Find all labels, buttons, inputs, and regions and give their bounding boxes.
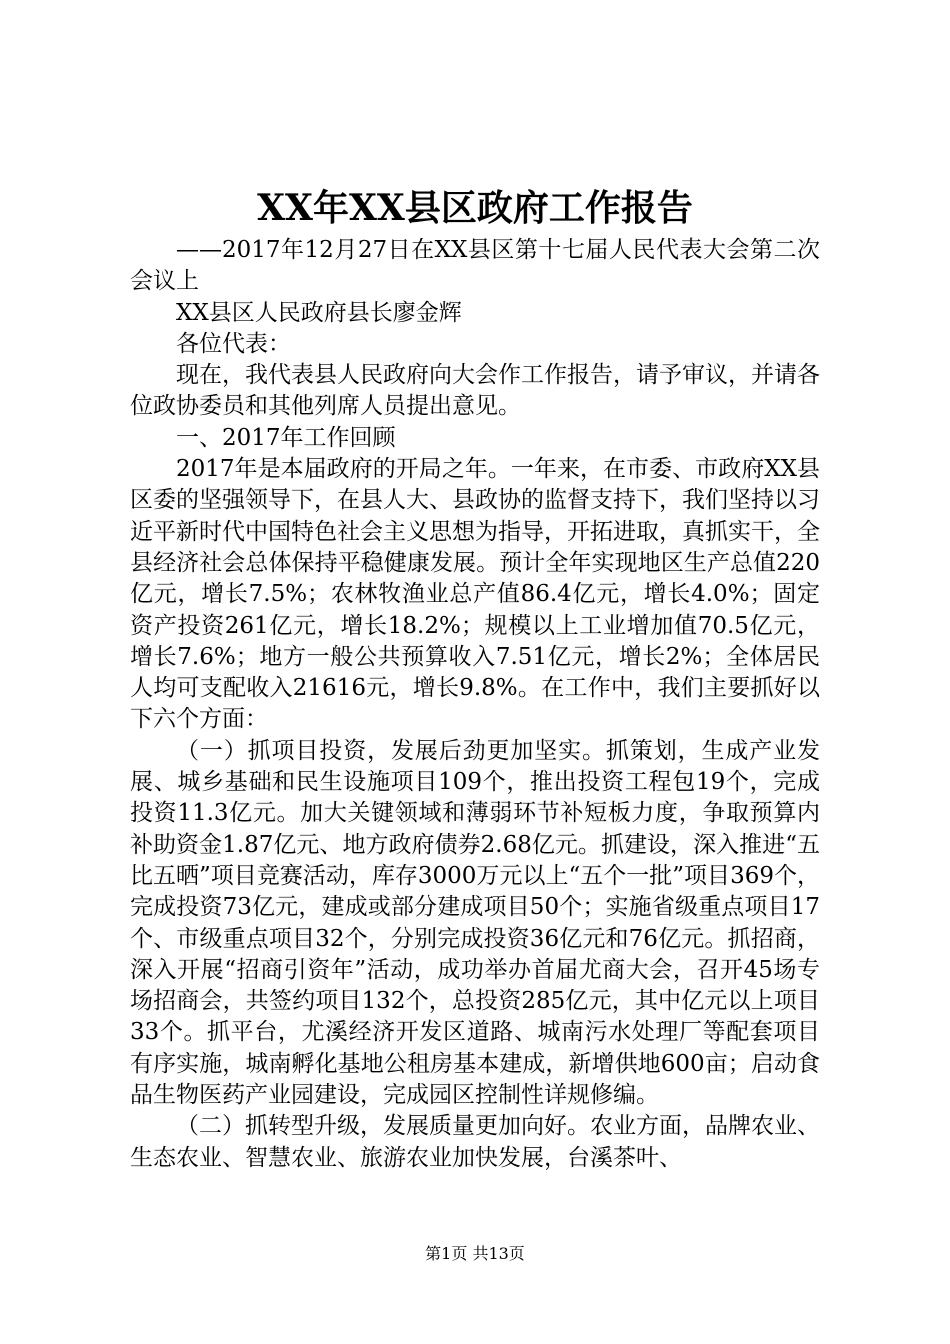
subtitle-paragraph: ——2017年12月27日在XX县区第十七届人民代表大会第二次会议上 — [130, 237, 820, 295]
body-paragraph: 2017年是本届政府的开局之年。一年来，在市委、市政府XX县区委的坚强领导下，在县人大、县政协的监督支持下，我们坚持以习近平新时代中国特色社会主义思想为指导，开拓进取，真抓实干，全县经济社会总体保持平稳健康发展。预计全年实现地区生产总值220亿元，增长7.5%；农林牧渔业总产值86.4亿元，增长4.0%；固定资产投资261亿元，增长18.2%；规模以上工业增加值70.5亿元，增长7.6%；地方一般公共预算收入7.51亿元，增长2%；全体居民人均可支配收入21616元，增长9.8%。在工作中，我们主要抓好以下六个方面： — [130, 456, 820, 733]
body-paragraph: （一）抓项目投资，发展后劲更加坚实。抓策划，生成产业发展、城乡基础和民生设施项目109个，推出投资工程包19个，完成投资11.3亿元。加大关键领域和薄弱环节补短板力度，争取预算内补助资金1.87亿元、地方政府债券2.68亿元。抓建设，深入推进“五比五晒”项目竞赛活动，库存3000万元以上“五个一批”项目369个，完成投资73亿元，建成或部分建成项目50个；实施省级重点项目17个、市级重点项目32个，分别完成投资36亿元和76亿元。抓招商，深入开展“招商引资年”活动，成功举办首届尤商大会，召开45场专场招商会，共签约项目132个，总投资285亿元，其中亿元以上项目33个。抓平台，尤溪经济开发区道路、城南污水处理厂等配套项目有序实施，城南孵化基地公租房基本建成，新增供地600亩；启动食品生物医药产业园建设，完成园区控制性详规修编。 — [130, 737, 820, 1109]
body-paragraph: （二）抓转型升级，发展质量更加向好。农业方面，品牌农业、生态农业、智慧农业、旅游农业加快发展，台溪茶叶、 — [130, 1113, 820, 1171]
page-footer: 第1页 共13页 — [425, 1244, 525, 1263]
author-line: XX县区人民政府县长廖金辉 — [176, 299, 462, 326]
document-title: XX年XX县区政府工作报告 — [257, 187, 693, 229]
section-heading: 一、2017年工作回顾 — [176, 424, 396, 451]
intro-paragraph: 现在，我代表县人民政府向大会作工作报告，请予审议，并请各位政协委员和其他列席人员提出意见。 — [130, 362, 820, 420]
document-body — [130, 235, 820, 1174]
salutation: 各位代表： — [176, 330, 291, 357]
